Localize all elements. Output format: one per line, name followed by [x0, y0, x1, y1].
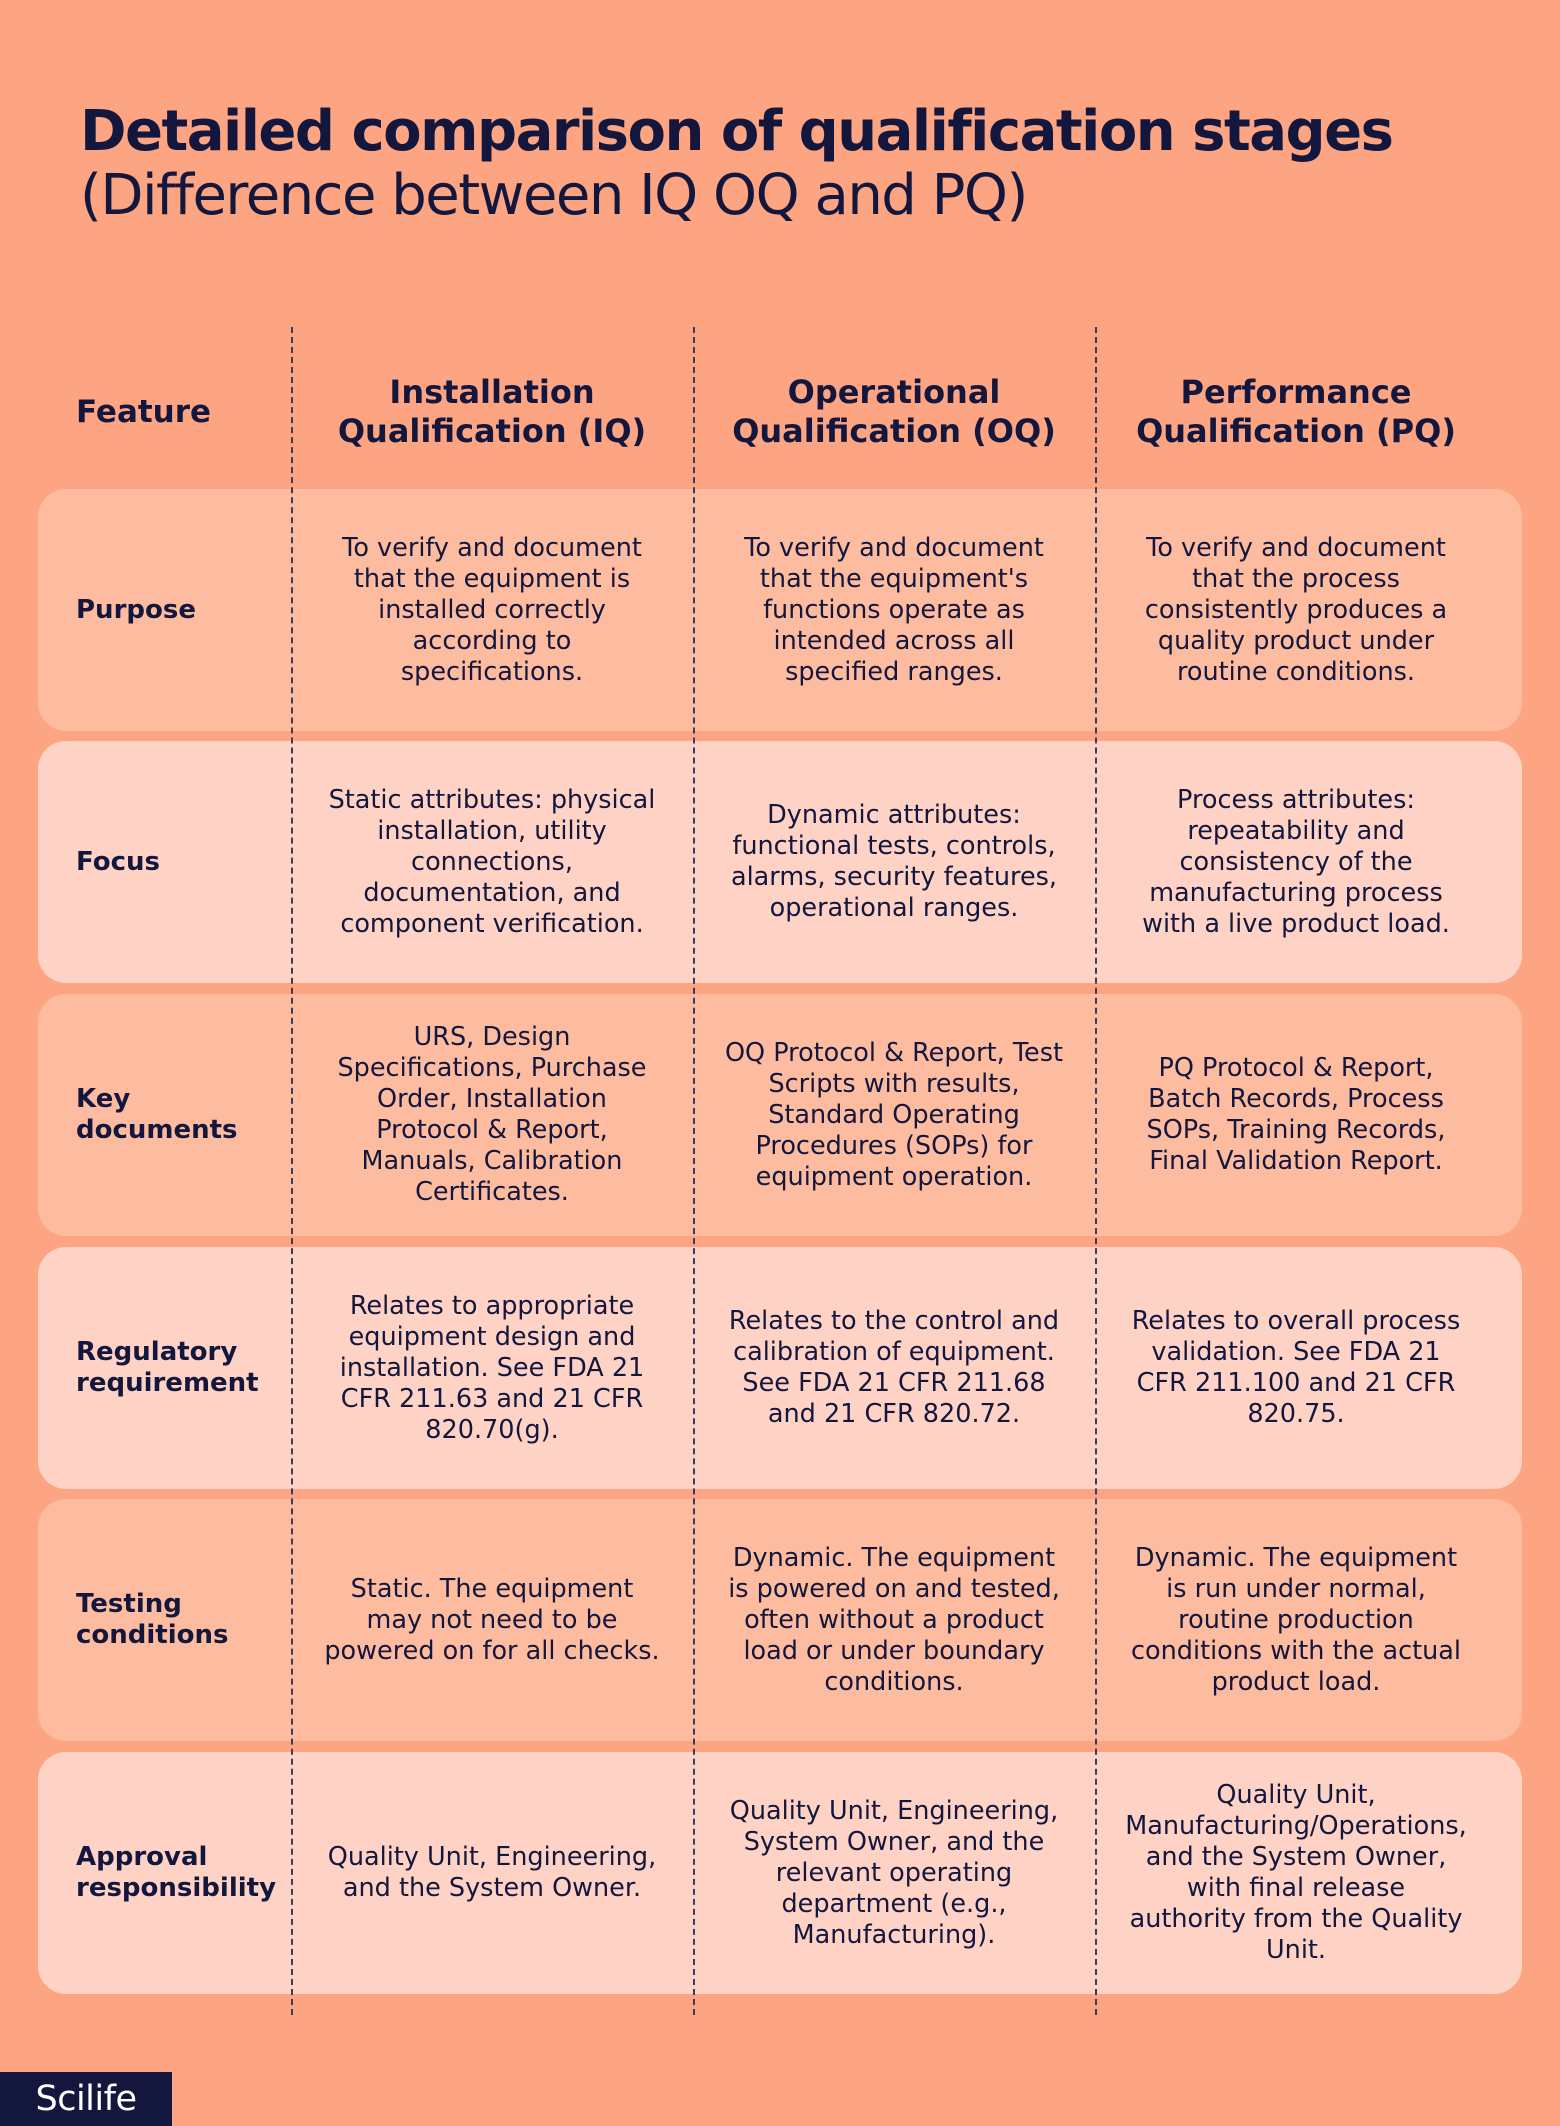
- header-oq: Operational Qualification (OQ): [732, 373, 1056, 450]
- header-pq: Performance Qualification (PQ): [1136, 373, 1456, 450]
- row-label: Key documents: [76, 1084, 238, 1145]
- table-row-purpose: [38, 489, 1522, 731]
- table-row-focus: [38, 741, 1522, 983]
- table-row-regulatory-requirement: [38, 1247, 1522, 1489]
- row-label: Regulatory requirement: [76, 1337, 259, 1398]
- cell-oq: OQ Protocol & Report, Test Scripts with results, Standard Operating Procedures (SOPs) for equipment operation.: [724, 1037, 1064, 1192]
- cell-pq: Relates to overall process validation. See FDA 21 CFR 211.100 and 21 CFR 820.75.: [1131, 1306, 1461, 1429]
- cell-oq: Relates to the control and calibration of equipment. See FDA 21 CFR 211.68 and 21 CFR 820.72.: [728, 1306, 1060, 1429]
- cell-iq: Quality Unit, Engineering, and the System Owner.: [327, 1842, 657, 1903]
- page-subtitle: (Difference between IQ OQ and PQ): [80, 163, 1027, 228]
- header-feature: Feature: [76, 393, 212, 430]
- cell-iq: To verify and document that the equipment is installed correctly according to specifications.: [342, 532, 642, 687]
- column-divider-3: [1095, 327, 1097, 2015]
- cell-iq: URS, Design Specifications, Purchase Order, Installation Protocol & Report, Manuals, Calibration Certificates.: [337, 1022, 647, 1207]
- table-row-testing-conditions: [38, 1499, 1522, 1741]
- page-title: Detailed comparison of qualification stages: [80, 99, 1393, 164]
- cell-oq: Quality Unit, Engineering, System Owner, and the relevant operating department (e.g., Manufacturing).: [729, 1795, 1059, 1950]
- cell-pq: PQ Protocol & Report, Batch Records, Process SOPs, Training Records, Final Validation Report.: [1146, 1053, 1446, 1176]
- title-block: [80, 100, 1480, 228]
- row-label: Testing conditions: [76, 1589, 229, 1650]
- cell-oq: Dynamic attributes: functional tests, controls, alarms, security features, operational ranges.: [730, 800, 1058, 923]
- table-row-key-documents: [38, 994, 1522, 1236]
- cell-pq: Dynamic. The equipment is run under normal, routine production conditions with the actual product load.: [1131, 1542, 1461, 1697]
- row-label: Focus: [76, 846, 160, 877]
- cell-oq: Dynamic. The equipment is powered on and tested, often without a product load or under boundary conditions.: [728, 1542, 1060, 1697]
- header-iq: Installation Qualification (IQ): [337, 373, 647, 450]
- cell-pq: To verify and document that the process consistently produces a quality product under routine conditions.: [1144, 532, 1448, 687]
- column-divider-1: [291, 327, 293, 2015]
- cell-iq: Relates to appropriate equipment design and installation. See FDA 21 CFR 211.63 and 21 CFR 820.70(g).: [339, 1290, 645, 1445]
- column-divider-2: [693, 327, 695, 2015]
- cell-pq: Quality Unit, Manufacturing/Operations, and the System Owner, with final release authority from the Quality Unit.: [1125, 1780, 1467, 1965]
- row-label: Approval responsibility: [76, 1842, 277, 1903]
- cell-iq: Static. The equipment may not need to be powered on for all checks.: [324, 1573, 660, 1666]
- table-header: [0, 352, 1560, 472]
- cell-oq: To verify and document that the equipment's functions operate as intended across all specified ranges.: [744, 532, 1044, 687]
- cell-pq: Process attributes: repeatability and consistency of the manufacturing process with a live product load.: [1142, 784, 1450, 939]
- row-label: Purpose: [76, 594, 196, 625]
- table-row-approval-responsibility: [38, 1752, 1522, 1994]
- scilife-logo: Scilife: [0, 2072, 172, 2126]
- cell-iq: Static attributes: physical installation, utility connections, documentation, and component verification.: [328, 784, 656, 939]
